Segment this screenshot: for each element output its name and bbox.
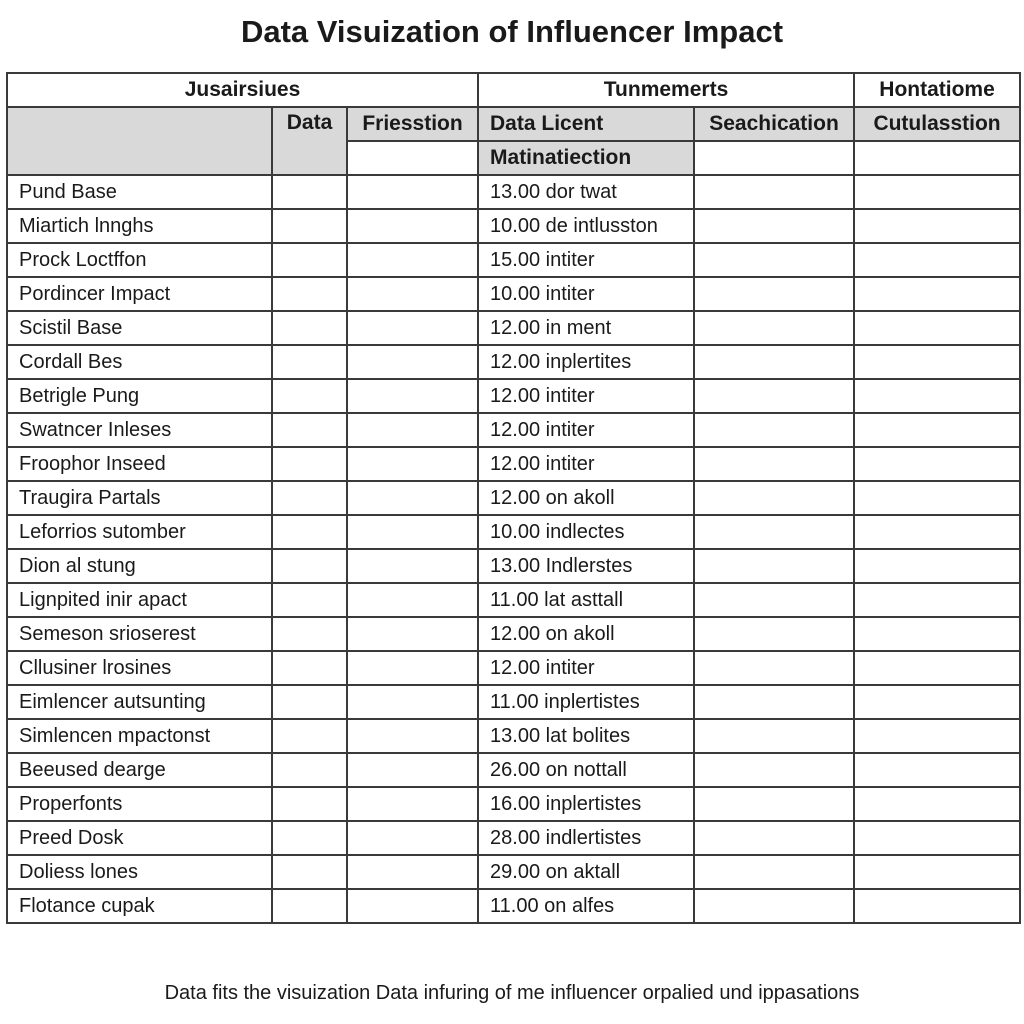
row-seachication-cell (694, 413, 854, 447)
row-name-cell: Cllusiner lrosines (7, 651, 272, 685)
row-friesstion-cell (347, 855, 478, 889)
row-data-cell (272, 481, 347, 515)
row-value-cell: 12.00 intiter (478, 447, 694, 481)
header-group-row (7, 73, 1020, 107)
row-cutulasstion-cell (854, 753, 1020, 787)
row-cutulasstion-cell (854, 209, 1020, 243)
row-value-cell: 11.00 inplertistes (478, 685, 694, 719)
table-row (7, 583, 1020, 617)
row-seachication-cell (694, 855, 854, 889)
row-data-cell (272, 345, 347, 379)
table-row (7, 889, 1020, 923)
row-data-cell (272, 311, 347, 345)
row-data-cell (272, 855, 347, 889)
row-name-cell: Doliess lones (7, 855, 272, 889)
row-data-cell (272, 243, 347, 277)
row-seachication-cell (694, 685, 854, 719)
row-name-cell: Dion al stung (7, 549, 272, 583)
row-value-cell: 11.00 lat asttall (478, 583, 694, 617)
table-row (7, 549, 1020, 583)
table-row (7, 753, 1020, 787)
row-friesstion-cell (347, 821, 478, 855)
table-row (7, 379, 1020, 413)
row-cutulasstion-cell (854, 787, 1020, 821)
header-matinatiection: Matinatiection (478, 141, 694, 175)
table-row (7, 209, 1020, 243)
table-row (7, 651, 1020, 685)
row-friesstion-cell (347, 345, 478, 379)
row-seachication-cell (694, 175, 854, 209)
row-name-cell: Prock Loctffon (7, 243, 272, 277)
row-data-cell (272, 617, 347, 651)
row-name-cell: Semeson srioserest (7, 617, 272, 651)
row-name-cell: Flotance cupak (7, 889, 272, 923)
row-value-cell: 10.00 indlectes (478, 515, 694, 549)
table-row (7, 821, 1020, 855)
row-friesstion-cell (347, 617, 478, 651)
header-friesstion-sub (347, 141, 478, 175)
table-row (7, 345, 1020, 379)
row-value-cell: 10.00 intiter (478, 277, 694, 311)
table-row (7, 685, 1020, 719)
row-name-cell: Properfonts (7, 787, 272, 821)
row-name-cell: Swatncer Inleses (7, 413, 272, 447)
header-cutulasstion-sub (854, 141, 1020, 175)
row-data-cell (272, 753, 347, 787)
row-data-cell (272, 175, 347, 209)
row-value-cell: 12.00 in ment (478, 311, 694, 345)
header-group-tunmemerts: Tunmemerts (478, 73, 854, 107)
row-data-cell (272, 651, 347, 685)
row-name-cell: Beeused dearge (7, 753, 272, 787)
row-friesstion-cell (347, 787, 478, 821)
row-cutulasstion-cell (854, 379, 1020, 413)
row-cutulasstion-cell (854, 481, 1020, 515)
row-cutulasstion-cell (854, 243, 1020, 277)
row-name-cell: Preed Dosk (7, 821, 272, 855)
table-row (7, 311, 1020, 345)
header-seachication-sub (694, 141, 854, 175)
row-name-cell: Leforrios sutomber (7, 515, 272, 549)
row-name-cell: Scistil Base (7, 311, 272, 345)
row-data-cell (272, 447, 347, 481)
row-cutulasstion-cell (854, 855, 1020, 889)
row-friesstion-cell (347, 243, 478, 277)
row-seachication-cell (694, 243, 854, 277)
row-data-cell (272, 821, 347, 855)
row-seachication-cell (694, 821, 854, 855)
row-value-cell: 16.00 inplertistes (478, 787, 694, 821)
row-cutulasstion-cell (854, 277, 1020, 311)
row-value-cell: 10.00 de intlusston (478, 209, 694, 243)
header-blank-cell (7, 107, 272, 175)
table-row (7, 719, 1020, 753)
row-friesstion-cell (347, 685, 478, 719)
row-data-cell (272, 583, 347, 617)
header-group-hontatiome: Hontatiome (854, 73, 1020, 107)
row-data-cell (272, 515, 347, 549)
row-name-cell: Froophor Inseed (7, 447, 272, 481)
table-row (7, 787, 1020, 821)
header-friesstion: Friesstion (347, 107, 478, 141)
header-data: Data (272, 107, 347, 175)
row-seachication-cell (694, 481, 854, 515)
row-data-cell (272, 549, 347, 583)
row-value-cell: 13.00 dor twat (478, 175, 694, 209)
row-friesstion-cell (347, 719, 478, 753)
row-data-cell (272, 379, 347, 413)
row-seachication-cell (694, 379, 854, 413)
row-cutulasstion-cell (854, 583, 1020, 617)
row-friesstion-cell (347, 515, 478, 549)
row-friesstion-cell (347, 549, 478, 583)
row-data-cell (272, 685, 347, 719)
row-cutulasstion-cell (854, 413, 1020, 447)
row-friesstion-cell (347, 481, 478, 515)
table-row (7, 243, 1020, 277)
row-friesstion-cell (347, 311, 478, 345)
row-cutulasstion-cell (854, 685, 1020, 719)
row-value-cell: 11.00 on alfes (478, 889, 694, 923)
row-seachication-cell (694, 719, 854, 753)
row-data-cell (272, 787, 347, 821)
row-seachication-cell (694, 617, 854, 651)
row-friesstion-cell (347, 277, 478, 311)
row-friesstion-cell (347, 413, 478, 447)
row-name-cell: Pund Base (7, 175, 272, 209)
header-data-licent: Data Licent (478, 107, 694, 141)
row-value-cell: 29.00 on aktall (478, 855, 694, 889)
row-friesstion-cell (347, 583, 478, 617)
row-seachication-cell (694, 277, 854, 311)
table-row (7, 447, 1020, 481)
row-seachication-cell (694, 549, 854, 583)
row-friesstion-cell (347, 175, 478, 209)
row-friesstion-cell (347, 379, 478, 413)
row-seachication-cell (694, 311, 854, 345)
row-value-cell: 26.00 on nottall (478, 753, 694, 787)
row-cutulasstion-cell (854, 447, 1020, 481)
row-value-cell: 12.00 on akoll (478, 617, 694, 651)
row-seachication-cell (694, 209, 854, 243)
header-group-jusairsiues: Jusairsiues (7, 73, 478, 107)
page-title: Data Visuization of Influencer Impact (240, 14, 784, 49)
row-data-cell (272, 719, 347, 753)
row-cutulasstion-cell (854, 311, 1020, 345)
table-row (7, 855, 1020, 889)
row-value-cell: 15.00 intiter (478, 243, 694, 277)
row-value-cell: 12.00 intiter (478, 379, 694, 413)
row-name-cell: Eimlencer autsunting (7, 685, 272, 719)
row-cutulasstion-cell (854, 821, 1020, 855)
row-cutulasstion-cell (854, 719, 1020, 753)
row-cutulasstion-cell (854, 175, 1020, 209)
row-name-cell: Simlencen mpactonst (7, 719, 272, 753)
row-name-cell: Betrigle Pung (7, 379, 272, 413)
row-value-cell: 12.00 intiter (478, 651, 694, 685)
row-cutulasstion-cell (854, 889, 1020, 923)
row-value-cell: 13.00 Indlerstes (478, 549, 694, 583)
row-value-cell: 12.00 intiter (478, 413, 694, 447)
row-name-cell: Cordall Bes (7, 345, 272, 379)
row-data-cell (272, 277, 347, 311)
table-row (7, 413, 1020, 447)
influencer-table (6, 72, 1021, 924)
row-seachication-cell (694, 515, 854, 549)
row-seachication-cell (694, 889, 854, 923)
row-value-cell: 13.00 lat bolites (478, 719, 694, 753)
row-data-cell (272, 413, 347, 447)
row-cutulasstion-cell (854, 549, 1020, 583)
header-column-row (7, 107, 1020, 141)
table-row (7, 617, 1020, 651)
row-data-cell (272, 209, 347, 243)
row-seachication-cell (694, 753, 854, 787)
row-friesstion-cell (347, 209, 478, 243)
row-cutulasstion-cell (854, 345, 1020, 379)
table-row (7, 277, 1020, 311)
row-friesstion-cell (347, 889, 478, 923)
row-value-cell: 12.00 on akoll (478, 481, 694, 515)
table-row (7, 175, 1020, 209)
row-seachication-cell (694, 345, 854, 379)
row-seachication-cell (694, 787, 854, 821)
row-cutulasstion-cell (854, 651, 1020, 685)
row-friesstion-cell (347, 651, 478, 685)
row-name-cell: Lignpited inir apact (7, 583, 272, 617)
header-seachication: Seachication (694, 107, 854, 141)
table-row (7, 481, 1020, 515)
row-value-cell: 28.00 indlertistes (478, 821, 694, 855)
row-value-cell: 12.00 inplertites (478, 345, 694, 379)
row-data-cell (272, 889, 347, 923)
row-friesstion-cell (347, 753, 478, 787)
row-cutulasstion-cell (854, 617, 1020, 651)
table-row (7, 515, 1020, 549)
row-seachication-cell (694, 583, 854, 617)
row-seachication-cell (694, 447, 854, 481)
header-cutulasstion: Cutulasstion (854, 107, 1020, 141)
row-seachication-cell (694, 651, 854, 685)
row-name-cell: Miartich lnnghs (7, 209, 272, 243)
row-name-cell: Pordincer Impact (7, 277, 272, 311)
row-friesstion-cell (347, 447, 478, 481)
row-name-cell: Traugira Partals (7, 481, 272, 515)
row-cutulasstion-cell (854, 515, 1020, 549)
table-caption: Data fits the visuization Data infuring of me influencer orpalied und ippasations (164, 982, 860, 1004)
